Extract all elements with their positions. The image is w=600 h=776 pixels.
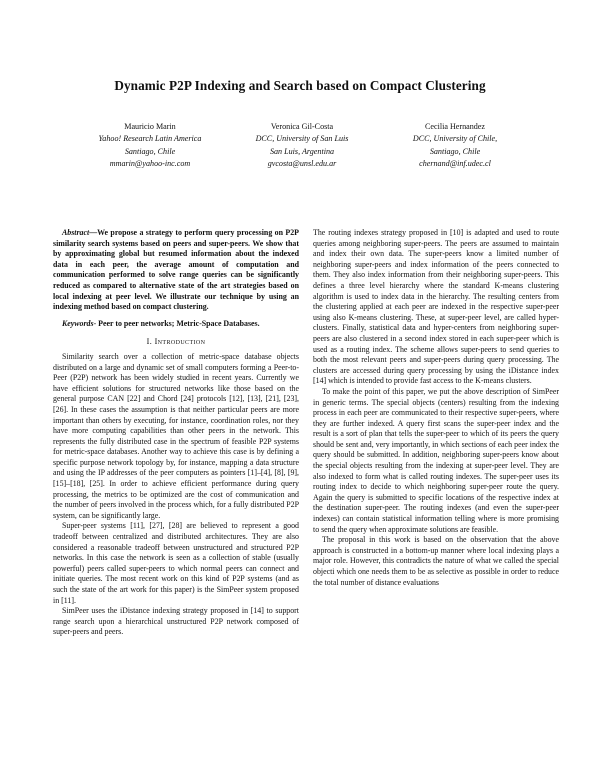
paper-title: Dynamic P2P Indexing and Search based on Compact Clustering — [114, 78, 486, 93]
author-name: Mauricio Marin — [124, 122, 176, 131]
author-block-3 — [375, 121, 535, 171]
author-email: mmarin@yahoo-inc.com — [109, 159, 191, 169]
body-paragraph: Similarity search over a collection of metric-space database objects distributed on a large and dynamic set of small computers forming a Peer-to-Peer (P2P) network has been widely studied in recent years. Currently we have efficient solutions for structured networks like those based on the general purpose CAN [22] and Chord [24] protocols [12], [13], [21], [23], [26]. In these cases the assumption is that neither particular peers are more important than others by executing, for instance, coordination roles, nor they have more computing capabilities than other peers in the network. This represents the fully distributed case in the spectrum of feasible P2P systems for metric-space databases. Another way to achieve this case is by defining a specific purpose network topology by, for instance, mapping a data structure and using the IP addresses of the peer computers as pointers [1]–[4], [8], [9], [15]–[18], [25]. In order to achieve efficient performance during query processing, the metrics to be optimized are the cost of communication and the number of peers involved in the process which, for a fully distributed P2P system, can be significantly large. — [53, 351, 299, 520]
section-number: I. — [146, 337, 153, 347]
author-block-1 — [70, 121, 230, 171]
author-email: gvcosta@unsl.edu.ar — [267, 159, 337, 169]
author-name: Cecilia Hernandez — [425, 122, 485, 131]
keywords — [53, 319, 299, 330]
body-paragraph: To make the point of this paper, we put the above description of SimPeer in generic terms. The special objects (centers) resulting from the indexing process in each peer are communicated to their respective super-peers, where they are further indexed. A query first scans the super-peer index and the result is a sort of plan that tells the super-peer to which of its peers the query should be sent and, very importantly, in which sections of each peer index the query should be submitted. In addition, neighboring super-peers know about the special objects resulting from the indexing at super-peer level. They are also indexed to form what is called routing indexes. The super-peer uses its routing index to decide to which neighboring super-peer route the query. Again the query is submitted to specific locations of the respective index at the destination super-peer. The routing indexes (and even the super-peer indexes) can contain statistical information telling where is more promising to send the query when approximate solutions are feasible. — [313, 386, 559, 534]
body-paragraph: The routing indexes strategy proposed in [10] is adapted and used to route queries among neighboring super-peers. The peers are assumed to maintain and index their own data. The super-peers know a limited number of neighboring super-peers and index information of the peers connected to them. They also index information from their neighboring super-peers. This defines a three level hierarchy where the standard K-means clustering algorithm is used to index data in the hierarchy. The resulting centers from the clustering applied at each peer are indexed in the respective super-peer using also K-means clustering. These, at super-peer level, are called hyper-clusters. Finally, statistical data and hyper-centers from neighboring super-peers are also clustered in a second index stored in each super-peer which is used as a routing index. The scheme allows super-peers to send queries to both the most relevant peers and super-peers during query processing. The clusters are accessed during query processing by using the iDistance index [14] which is intended to provide fast access to the K-means clusters. — [313, 228, 559, 386]
left-column — [53, 228, 299, 638]
keywords-text: Peer to peer networks; Metric-Space Databases. — [96, 318, 260, 328]
body-paragraph: Super-peer systems [11], [27], [28] are believed to represent a good tradeoff between centralized and distributed architectures. They are also considered a reasonable tradeoff between unstructured and structured P2P networks. In this case the network is seen as a collection of stable (usually powerful) peers called super-peers to which normal peers can connect and initiate queries. The most recent work on this kind of P2P systems (and as such the state of the art work for this paper) is the SimPeer system proposed in [11]. — [53, 521, 299, 605]
author-block-2 — [222, 121, 382, 171]
author-city: Santiago, Chile — [429, 146, 481, 156]
section-heading — [53, 337, 299, 348]
right-column — [313, 228, 559, 588]
author-email: chernand@inf.udec.cl — [419, 159, 491, 169]
author-city: Santiago, Chile — [124, 146, 176, 156]
author-affiliation: Yahoo! Research Latin America — [98, 134, 202, 144]
author-affiliation: DCC, University of San Luis — [255, 134, 349, 144]
keywords-label: Keywords- — [62, 318, 97, 328]
section-title: Introduction — [154, 337, 206, 347]
author-city: San Luis, Argentina — [269, 146, 335, 156]
body-paragraph: SimPeer uses the iDistance indexing strategy proposed in [14] to support range search upon a hierarchical unstructured P2P network composed of super-peers and peers. — [53, 606, 299, 637]
author-affiliation: DCC, University of Chile, — [412, 134, 498, 144]
abstract-text: —We propose a strategy to perform query processing on P2P similarity search systems based on peers and super-peers. We show that by approximating global but resumed information about the indexed data in each peer, the average amount of computation and communication performed to solve range queries can be significantly reduced as compared to alternative state of the art strategies based on local indexing at peer level. We illustrate our technique by using an indexing method based on compact clustering. — [53, 228, 299, 312]
author-name: Veronica Gil-Costa — [270, 122, 334, 131]
abstract — [53, 228, 299, 313]
body-paragraph: The proposal in this work is based on the observation that the above approach is constructed in a bottom-up manner where local indexing plays a major role. However, this contradicts the nature of what we called the special objecti which one needs them to be as selective as possible in order to reduce the total number of distance evaluations — [313, 535, 559, 587]
abstract-label: Abstract — [62, 228, 90, 237]
